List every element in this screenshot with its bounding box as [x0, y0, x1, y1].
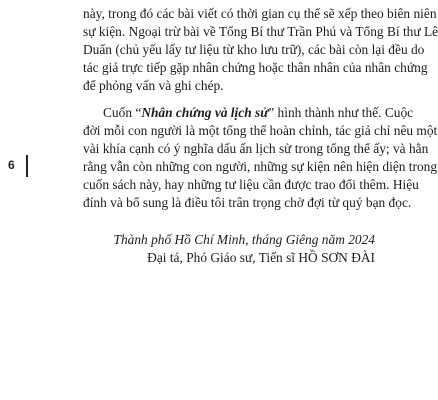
paragraph-line: sự kiện. Ngoại trừ bài về Tổng Bí thư Trần Phú và Tổng Bí thư Lê: [83, 24, 438, 39]
paragraph-line: để phỏng vấn và ghi chép.: [83, 78, 224, 93]
book-title: Nhân chứng và lịch sử: [141, 105, 269, 120]
paragraph-line: rằng vẫn còn những con người, những sự kiện nên hiện diện trong: [83, 159, 438, 174]
place-date: Thành phố Hồ Chí Minh, tháng Giêng năm 2024: [113, 232, 375, 247]
paragraph-line: vài khía cạnh có ý nghĩa dấu ấn lịch sử trong tổng thể ấy; và hằn: [83, 141, 429, 156]
paragraph-line: đời mỗi con người là một tổng thể hoàn chỉnh, tác giả chỉ nêu một: [83, 123, 438, 138]
paragraph-line: đính và bổ sung là điều tôi trân trọng chờ đợi từ quý bạn đọc.: [83, 195, 412, 210]
page-number: 6: [8, 158, 15, 172]
paragraph-line: này, trong đó các bài viết có thời gian cụ thể sẽ xếp theo biên niên: [83, 6, 437, 21]
lead-suffix: ” hình thành như thế. Cuộc: [268, 105, 414, 120]
paragraph-lead-line: [103, 104, 414, 122]
page-number-rule: [26, 155, 28, 177]
paragraph-line: cuốn sách này, hay những tư liệu cần được trao đổi thêm. Hiệu: [83, 177, 419, 192]
paragraph-line: tác giả trực tiếp gặp nhân chứng hoặc thân nhân của nhân chứng: [83, 60, 428, 75]
author-signature: Đại tá, Phó Giáo sư, Tiến sĩ HỒ SƠN ĐÀI: [147, 250, 375, 265]
lead-prefix: Cuốn “: [103, 105, 142, 120]
paragraph-line: Duẩn (chủ yếu lấy tư liệu từ kho lưu trữ), các bài còn lại đều do: [83, 42, 425, 57]
